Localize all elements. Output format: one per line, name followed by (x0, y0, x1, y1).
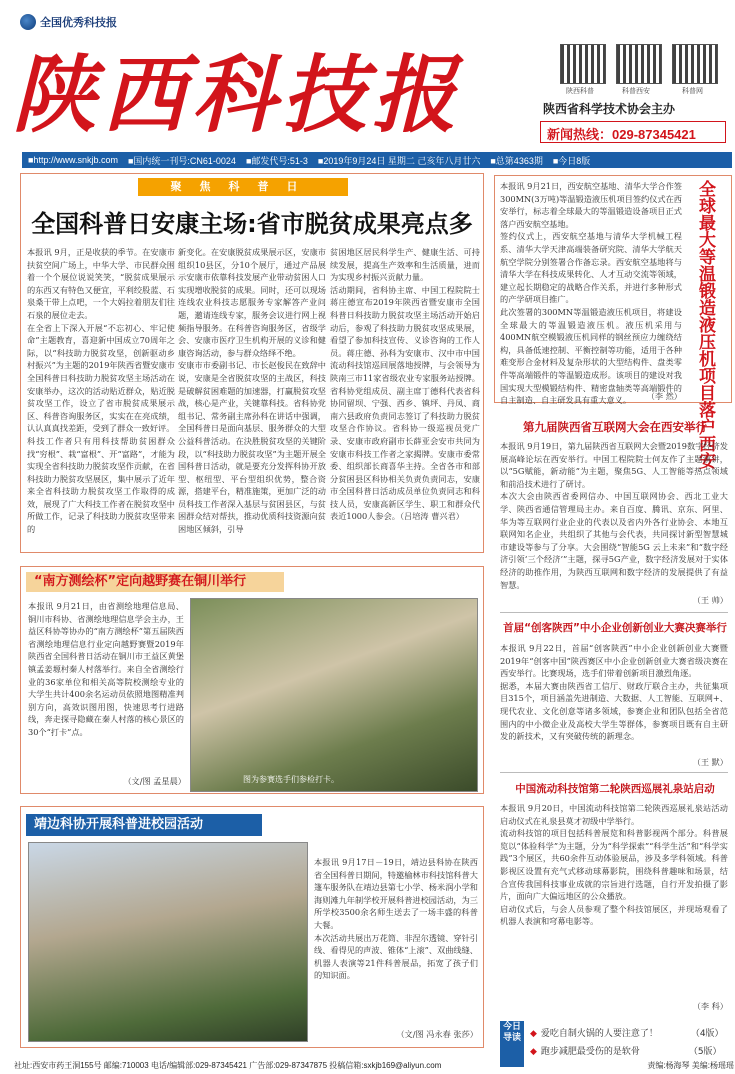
divider (500, 772, 728, 773)
guide-item-text: 爱吃自制火锅的人要注意了！ (540, 1029, 658, 1039)
qr-code (616, 44, 662, 84)
internet-title[interactable]: 第九届陕西省互联网大会在西安举行 (523, 420, 707, 434)
forging-vertical-title[interactable]: 全球最大等温锻造液压机项目落户西安 (695, 180, 715, 469)
surveying-title[interactable]: “南方测绘杯”定向越野赛在铜川举行 (26, 572, 284, 592)
issue-number: ■总第4363期 (490, 155, 543, 166)
qr-label: 科普西安 (622, 88, 650, 95)
today-guide-item[interactable] (530, 1026, 724, 1039)
guide-item-page: （4版） (690, 1029, 724, 1039)
website[interactable]: ■http://www.snkjb.com (28, 155, 118, 165)
lead-column-3: 贫困地区居民科学生产、健康生活、可持续发展，提高生产效率和生活质量，进而为实现乡村振兴贡献力量。 活动期间，省科协主席、中国工程院院士蒋庄德宣布2019年陕西省暨安康市全国科普日科技助力脱贫攻坚主场活动开始启动后，参观了科技助力脱贫攻坚成果展，看望了参加科技宣传、义诊咨询的工作人员。蒋庄德、孙科为安康市、汉中市中国流动科技馆巡回展落地授牌，与会领导为陕南三市11家省级农业专家服务站授牌。省科协党组成员、副主席丁德科代表省科协同留坝、宁强、西乡、镇坪、丹凤、商南六县政府负责同志签订了科技助力脱贫攻坚合作协议。省科协一级巡视员党广录、安康市政府副市长薛亚会安市共同为安康市科技工作者之家揭牌。安康市委常委、组织部长商喜华主持。全省各市和部分贫困县区科协相关负责负责同志，安康市全国科普日活动成员单位负责同志和科技人员，安康高新区学生、职工和群众代表近1000人参会。（吕培涛 曹兴君） (330, 247, 480, 522)
museum-title[interactable]: 中国流动科技馆第二轮陕西巡展礼泉站启动 (515, 783, 715, 795)
today-guide-item[interactable] (530, 1044, 722, 1057)
lead-column-2: 新变化。在安康脱贫成果展示区，安康市组织10县区，分10个展厅，通过产品展示安康市依靠科技发展产业带动贫困人口实现增收脱贫的成果。同时，还可以现场连线农业科技志愿服务专家解答产业问题，邀请连线专家，服务会议进行网上视频指导服务。在科普咨询服务区，省级学会、安康市医疗卫生机构开展的义诊和健康咨询活动，参与群众络绎不绝。 安康市市委副书记、市长赵俊民在致辞中说，安康是全省脱贫攻坚的主战区，科技是破解贫困难题的加速器，打赢脱贫攻坚战，核心是产业，关键靠科技。省科协党组书记、常务副主席孙科在讲话中强调，全国科普日是面向基层、服务群众的大型公益科普活动。在決胜脱贫攻坚的关键阶段，以“科技助力脱贫攻坚”为主题开展全国科普日活动，就是要充分发挥科协开放型、枢纽型、平台型组织优势，整合资源，搭建平台，精准施策，更加广泛的动员科技工作者深入基层与贫困县区，与贫困群众结对帮扶，推动优质科技资源向贫困地区倾斜，引导 (178, 247, 326, 535)
innovation-byline: （王 默） (692, 757, 728, 767)
divider (500, 612, 728, 613)
section-heading: 聚焦科普日 (138, 178, 348, 196)
jingbian-body: 本报讯 9月17日－19日，靖边县科协在陕西省全国科普日期间，特邀榆林市科技馆科普大篷车服务队在靖边县第七小学、杨米润小学和海则滩九年制学校开展科普进校园活动，为三所学校3500余名师生送去了一场丰盛的科普大餐。 本次活动共展出万花筒、非涅尔透镜、穿针引线、看得见的声波、锥体“上滚”、双曲线缝、机器人表演等21件科普展品，拓宽了孩子们的知识面。 (314, 857, 478, 981)
postal-code: ■邮发代号:51-3 (245, 155, 308, 166)
footer-editors: 责编:杨海琴 美编:杨瑶瑶 (647, 1061, 734, 1070)
footer (14, 1060, 734, 1074)
page-count: ■今日8版 (552, 155, 591, 166)
info-bar (22, 152, 732, 168)
museum-byline: （李 科） (692, 1001, 728, 1011)
qr-label: 陕西科普 (566, 88, 594, 95)
lead-headline[interactable]: 全国科普日安康主场:省市脱贫成果亮点多 (31, 210, 473, 238)
bullet-icon: ◆ (530, 1029, 537, 1039)
surveying-byline: （文/图 孟星晨） (123, 776, 186, 786)
issn: ■国内统一刊号:CN61-0024 (127, 155, 236, 166)
surveying-body: 本报讯 9月21日，由省测绘地理信息局、铜川市科协、省测绘地理信息学会主办，王益区科协等协办的“南方测绘杯”第五届陕西省测绘地理信息行业定向越野赛暨2019年陕西省全国科普日活动在铜川市王益区黄堡镇孟姜塬村秦人村落举行。来自全省测绘行业的36家单位和相关高等院校测绘专业的大学生共计400余名运动员依照地图精准判别方向，高效识图用图，快速思考行进路线，奔走探寻隐藏在秦人村落的核心景区的30个“打卡”点。 (28, 601, 184, 737)
internet-body: 本报讯 9月19日，第九届陕西省互联网大会暨2019数字经济发展高峰论坛在西安举行。中国工程院院士何友作了主题演讲，以“5G赋能，新动能”为主题，聚焦5G、人工智能等热点领域和前沿技术进行了研讨。 本次大会由陕西省委网信办、中国互联网协会、西北工业大学、陕西省通信管理局主办。来自百度、腾讯、京东、阿里、华为等互联网行业企业的代表以及省内外各行业协会、本地互联网知名企业，共组织了其他与会代表，共同探讨新型智慧城市建设等参与了分享。大会围绕“智能5G 云上未来”和“数字经济引领‘三个经济’”主题，探寻5G产业，数字经济发展对于实体经济的助推作用，为陕西互联网和数字经济的发展提供了有益智慧。 (500, 441, 728, 590)
guide-item-text: 跑步减肥最受伤的是软骨 (540, 1047, 640, 1057)
footer-address: 社址:西安市药王洞155号 邮编:710003 电话/编辑部:029-87345421 广告部:029-87347875 投稿信箱:sxkjb169@aliyun.com (14, 1061, 442, 1070)
forging-byline: （李 然） (646, 391, 682, 401)
jingbian-photo (28, 842, 308, 1042)
issue-date: ■2019年9月24日 星期二 己亥年八月廿六 (317, 155, 481, 166)
innovation-body: 本报讯 9月22日，首届“创客陕西”中小企业创新创业大赛暨2019年“创客中国”陕西赛区中小企业创新创业大赛省级决赛在西安举行。比赛现场，选手们带着创新项目激烈角逐。 据悉，本届大赛由陕西省工信厅、财政厅联合主办，共征集项目315个，项目涵盖先进制造、大数据、人工智能、互联网+、现代农业、文化创意等诸多领域，参赛企业和团队包括全省范围内的中小微企业及高校大学生等群体，参赛项目既有自主研发的新技术，又有突破传统的新理念。 (500, 643, 728, 742)
forging-body: 本报讯 9月21日，西安航空基地、清华大学合作签300MN(3万吨)等温锻造液压机项目签约仪式在西安举行，标志着全球最大的等温锻造设备项目正式落户西安航空基地。 签约仪式上，西安航空基地与清华大学机械工程系、清华大学天津高端装备研究院、清华大学航天航空学院分别签署合作备忘录。西安航空基地将与清华大学在科技成果转化、人才互动交流等领域，建立起长期稳定的战略合作关系，并进行多种形式的产学研项目推广。 此次签署的300MN等温锻造液压机项目，将建设全球最大的等温锻造液压机。液压机采用与400MN航空模锻液压机同样的钢丝预应力缠绕结构，具备低速控制、平衡控制等功能，适用于各种难变形合金材料及复杂形状的大型结构件、盘类零件等高端锻件的等温锻造成形。该项目的建设对我国实现大型模锻结构件、精密盘轴类等高端锻件的自主制造、自主研发具有重大意义。 (500, 181, 682, 406)
lead-column-1: 本报讯 9月，正是收获的季节。在安康市扶贫空间广场上，中华大学、市民群众围着一个个展位说说笑笑，“脱贫成果展示的东西又有特色又便宜，平利绞股蓝、石泉桑干带上点吧，一个大妈拉着朋友们往石泉的展位走去。 在全省上下深入开展“不忘初心、牢记使命”主题教育，喜迎新中国成立70周年之际，以“科技助力脱贫攻坚，创新驱动乡村振兴”为主题的2019年陕西省暨安康市全国科普日科技助力脱贫攻坚主场活动在安康举办，这次的活动贴近群众，贴近脱贫攻坚工作，设立了省市脱贫成果展示区、科普咨询服务区，实实在在亮成绩，认认真真找差距，受到了群众一致好评。 科技工作者只有用科技帮助贫困群众找“穷根”、栽“富根”、开“富路”，才能为实现全省科技助力脱贫攻坚作贡献，在省科技助力脱贫攻坚展区，集中展示了近年来全省科技助力脱贫攻坚工作取得的成效，展现了广大科技工作者在脱贫攻坚中所做工作，记录了科技助力脱贫攻坚带来的 (27, 247, 175, 535)
internet-byline: （王 帅） (692, 595, 728, 605)
museum-body: 本报讯 9月20日，中国流动科技馆第二轮陕西巡展礼泉站活动启动仪式在礼泉县莫才初级中学举行。 流动科技馆的项目包括科普展览和科普影视两个部分。科普展览以“体验科学”为主题，分为“科学探索”“科学生活”和“科学实践”3个展区，共60余件互动体验展品，涉及多学科领域。科普影视区设置有充气式移动球幕影院，围绕科普趣味和场景，结合宣传我国科技事业成就的宗旨进行选题，自行开发拍摄了影片，面向广大偏远地区的公众播放。 启动仪式后，与会人员参观了整个科技馆展区，并现场观看了机器人表演和穹幕电影等。 (500, 803, 728, 927)
globe-icon (20, 14, 36, 30)
today-guide-label: 今日导读 (500, 1021, 524, 1067)
jingbian-title[interactable]: 靖边科协开展科普进校园活动 (26, 814, 262, 836)
bullet-icon: ◆ (530, 1047, 537, 1057)
award-badge (20, 14, 117, 30)
masthead-title: 陕西科技报 (12, 45, 463, 144)
qr-label: 科普网 (682, 88, 703, 95)
guide-item-page: （5版） (688, 1047, 722, 1057)
qr-code (672, 44, 718, 84)
surveying-photo (190, 598, 478, 792)
innovation-title[interactable]: 首届“创客陕西”中小企业创新创业大赛决赛举行 (503, 622, 727, 634)
qr-code (560, 44, 606, 84)
organizer: 陕西省科学技术协会主办 (543, 102, 676, 116)
hotline: 新闻热线：029-87345421 (540, 121, 726, 143)
jingbian-byline: （文/图 冯永春 张莎） (396, 1029, 478, 1039)
award-badge-text: 全国优秀科技报 (40, 17, 117, 29)
photo-caption: 图为参赛选手们参检打卡。 (243, 775, 339, 784)
